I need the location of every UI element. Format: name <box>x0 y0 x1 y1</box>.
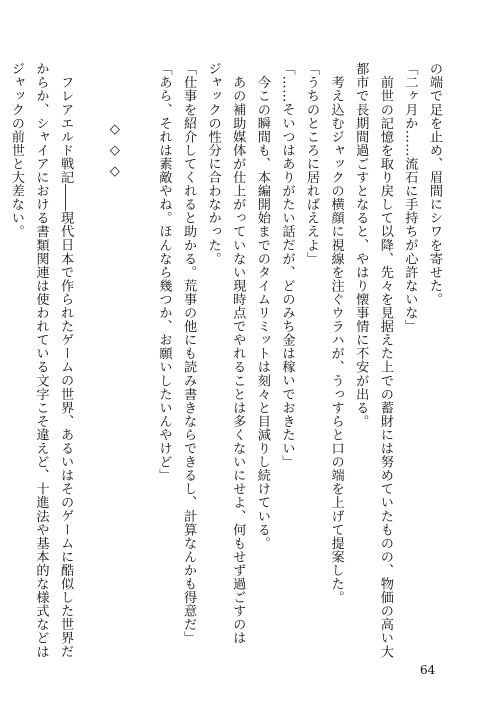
blank-line <box>126 62 151 650</box>
text-line: からか、シャイアにおける書類関連は使われている文字こそ違えど、十進法や基本的な様式などは <box>33 62 49 659</box>
scene-separator: ◇◇◇ <box>107 122 123 185</box>
text-line: 「うちのところに居ればええよ」 <box>304 62 320 266</box>
text-line: 今この瞬間も、本編開始までのタイムリミットは刻々と目減りし続けている。 <box>254 62 270 550</box>
vertical-text-body <box>3 62 446 659</box>
text-line: の端で足を止め、眉間にシワを寄せた。 <box>427 62 442 306</box>
text-line: ジャックの性分に合わなかった。 <box>205 62 221 266</box>
text-line: ジャックの前世と大差ない。 <box>8 62 24 239</box>
text-line: 「仕事を紹介してくれると助かる。荒事の他にも読み書きならできるし、計算なんかも得意だ」 <box>181 62 197 645</box>
text-line: 都市で長期間過ごすとなると、やはり懐事情に不安が出る。 <box>353 62 369 428</box>
text-line: あの補助媒体が仕上がっていない現時点でやれることは多くないにせよ、何もせず過ごすのは <box>230 62 246 645</box>
text-line: フレアエルド戦記――現代日本で作られたゲームの世界、あるいはそのゲームに酷似した世界だ <box>58 62 74 659</box>
text-line: 前世の記憶を取り戻して以降、先々を見据えた上での蓄財には努めていたものの、物価の高い大 <box>377 62 393 659</box>
blank-line <box>77 62 102 650</box>
text-line: 考え込むジャックの横顔に視線を注ぐウラハが、うっすらと口の端を上げて提案した。 <box>328 62 344 604</box>
page-number: 64 <box>420 663 436 677</box>
text-line: 「あら、それは素敵やね。ほんなら幾つか、お願いしたいんやけど」 <box>156 62 172 483</box>
text-line: 「……そいつはありがたい話だが、どのみち金は稼いでおきたい」 <box>279 62 295 469</box>
text-line: 「二ヶ月か……流石に手持ちが心許ないな」 <box>402 62 418 333</box>
